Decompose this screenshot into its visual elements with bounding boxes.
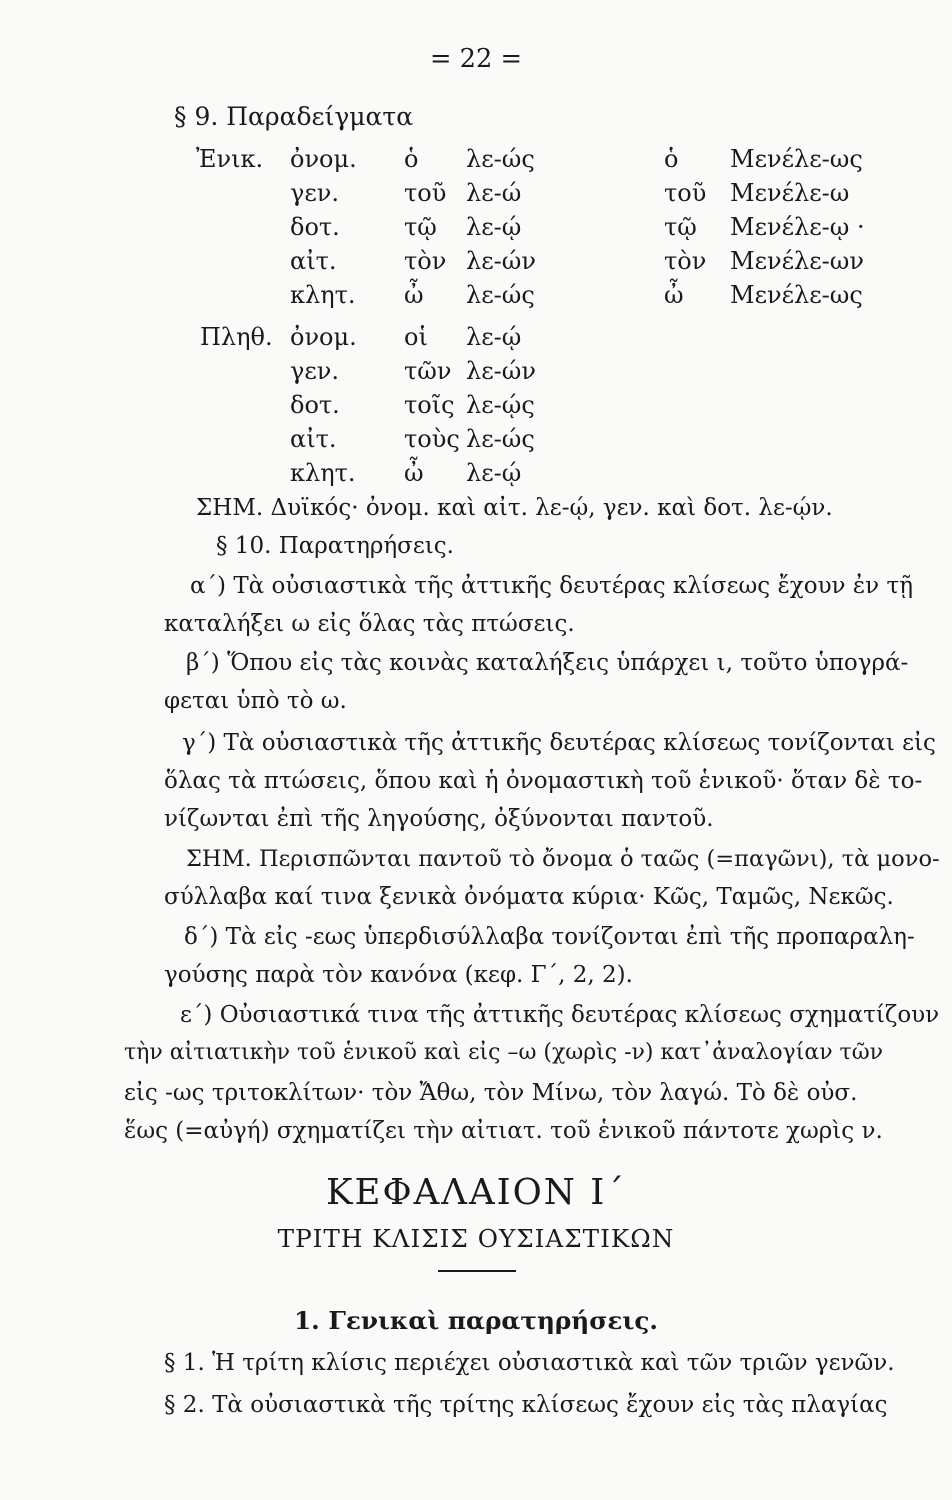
article: τοὺς [404, 425, 460, 453]
body-line: ε΄) Οὐσιαστικά τινα τῆς ἀττικῆς δευτέρας κλίσεως σχηματίζουν [180, 1002, 940, 1028]
noun-form: λε-ώς [466, 145, 535, 173]
body-line: δ΄) Τὰ εἰς -εως ὑπερδισύλλαβα τονίζονται ἐπὶ τῆς προπαραλη- [184, 924, 915, 950]
case-label: δοτ. [290, 213, 340, 241]
section-9-heading: § 9. Παραδείγματα [174, 102, 414, 131]
case-label: αἰτ. [290, 247, 337, 275]
article: τοῦ [404, 179, 447, 207]
noun-form-2: Μενέλε-ως [730, 281, 863, 309]
article-2: ὁ [664, 145, 679, 173]
page-number: = 22 = [430, 44, 522, 74]
subsection-title: 1. Γενικαὶ παρατηρήσεις. [294, 1306, 658, 1335]
noun-form-2: Μενέλε-ω [730, 179, 850, 207]
case-label: κλητ. [290, 459, 356, 487]
noun-form: λε-ῴ [466, 213, 522, 241]
section-10-heading: § 10. Παρατηρήσεις. [216, 533, 454, 559]
body-line: καταλήξει ω εἰς ὅλας τὰς πτώσεις. [164, 611, 575, 637]
article-2: τῷ [664, 213, 697, 241]
body-line: σύλλαβα καί τινα ξενικὰ ὀνόματα κύρια· Κῶς, Ταμῶς, Νεκῶς. [164, 884, 894, 910]
noun-form: λε-ῴ [466, 323, 522, 351]
body-line: γ΄) Τὰ οὐσιαστικὰ τῆς ἀττικῆς δευτέρας κλίσεως τονίζονται εἰς [182, 730, 936, 756]
body-line: φεται ὑπὸ τὸ ω. [164, 688, 347, 714]
article: τοῖς [404, 391, 455, 419]
body-line: γούσης παρὰ τὸν κανόνα (κεφ. Γ΄, 2, 2). [164, 962, 633, 988]
table-row [0, 145, 952, 181]
noun-form: λε-ῴς [466, 391, 535, 419]
paragraph-1: § 1. Ἡ τρίτη κλίσις περιέχει οὐσιαστικὰ καὶ τῶν τριῶν γενῶν. [164, 1350, 895, 1376]
noun-form: λε-ώς [466, 425, 535, 453]
article: ὦ [404, 281, 424, 309]
body-line: νίζωνται ἐπὶ τῆς ληγούσης, ὀξύνονται παντοῦ. [164, 806, 714, 832]
table-row [0, 459, 952, 495]
chapter-subtitle: ΤΡΙΤΗ ΚΛΙΣΙΣ ΟΥΣΙΑΣΤΙΚΩΝ [277, 1224, 675, 1253]
case-label: δοτ. [290, 391, 340, 419]
body-line: β΄) Ὅπου εἰς τὰς κοινὰς καταλήξεις ὑπάρχει ι, τοῦτο ὑπογρά- [186, 650, 909, 676]
article: ὁ [404, 145, 419, 173]
divider [438, 1270, 516, 1272]
article-2: ὦ [664, 281, 684, 309]
dual-note: ΣΗΜ. Δυϊκός· ὀνομ. καὶ αἰτ. λε-ῴ, γεν. καὶ δοτ. λε-ῴν. [196, 495, 833, 521]
table-row [0, 323, 952, 359]
noun-form: λε-ών [466, 357, 536, 385]
noun-form-2: Μενέλε-ων [730, 247, 864, 275]
article: τῷ [404, 213, 437, 241]
article-2: τοῦ [664, 179, 707, 207]
table-row [0, 281, 952, 317]
table-row [0, 179, 952, 215]
body-line: α΄) Τὰ οὐσιαστικὰ τῆς ἀττικῆς δευτέρας κλίσεως ἔχουν ἐν τῇ [190, 573, 913, 599]
article: ὦ [404, 459, 424, 487]
case-label: ὀνομ. [290, 145, 357, 173]
singular-label: Ἐνικ. [196, 145, 264, 173]
plural-label: Πληθ. [200, 323, 273, 351]
case-label: αἰτ. [290, 425, 337, 453]
noun-form: λε-ών [466, 247, 536, 275]
body-line: τὴν αἰτιατικὴν τοῦ ἑνικοῦ καὶ εἰς –ω (χωρὶς -ν) κατ᾿ἀναλογίαν τῶν [124, 1040, 884, 1065]
chapter-title: ΚΕΦΑΛΑΙΟΝ Ι΄ [325, 1172, 627, 1213]
article: οἱ [404, 323, 428, 351]
case-label: γεν. [290, 179, 339, 207]
noun-form-2: Μενέλε-ως [730, 145, 863, 173]
table-row [0, 391, 952, 427]
body-line: ὅλας τὰ πτώσεις, ὅπου καὶ ἡ ὀνομαστικὴ τοῦ ἑνικοῦ· ὅταν δὲ το- [164, 768, 923, 794]
noun-form: λε-ώ [466, 179, 522, 207]
article-2: τὸν [664, 247, 707, 275]
table-row [0, 357, 952, 393]
noun-form: λε-ώς [466, 281, 535, 309]
body-line: ΣΗΜ. Περισπῶνται παντοῦ τὸ ὄνομα ὁ ταῶς (=παγῶνι), τὰ μονο- [186, 846, 940, 872]
article: τὸν [404, 247, 447, 275]
case-label: κλητ. [290, 281, 356, 309]
case-label: ὀνομ. [290, 323, 357, 351]
table-row [0, 247, 952, 283]
noun-form: λε-ῴ [466, 459, 522, 487]
paragraph-2: § 2. Τὰ οὐσιαστικὰ τῆς τρίτης κλίσεως ἔχουν εἰς τὰς πλαγίας [164, 1392, 888, 1418]
body-line: εἰς -ως τριτοκλίτων· τὸν Ἄθω, τὸν Μίνω, τὸν λαγώ. Τὸ δὲ οὐσ. [124, 1080, 858, 1106]
noun-form-2: Μενέλε-ῳ · [730, 213, 865, 241]
table-row [0, 425, 952, 461]
case-label: γεν. [290, 357, 339, 385]
table-row [0, 213, 952, 249]
body-line: ἕως (=αὐγή) σχηματίζει τὴν αἰτιατ. τοῦ ἑνικοῦ πάντοτε χωρὶς ν. [124, 1118, 883, 1144]
article: τῶν [404, 357, 452, 385]
